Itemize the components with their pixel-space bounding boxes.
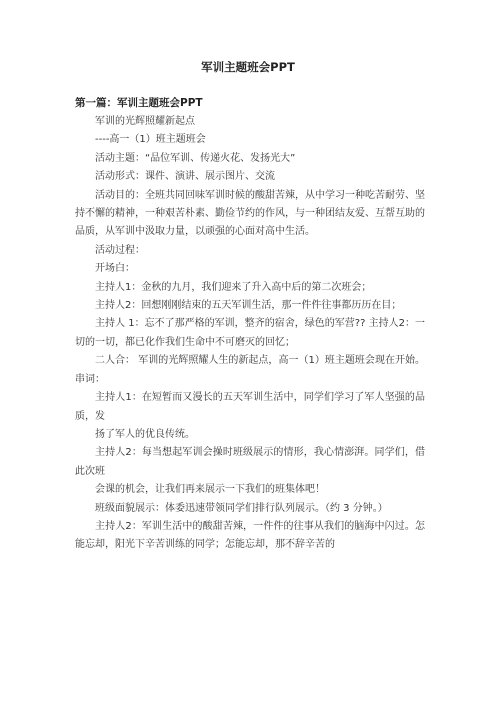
body-paragraph: 主持人 1：忘不了那严格的军训，整齐的宿舍，绿色的军营?? 主持人2：一切的一切，都已化作我们生命中不可磨灭的回忆； bbox=[75, 318, 425, 348]
body-paragraph: 扬了军人的优良传统。 bbox=[95, 428, 195, 440]
body-paragraph: 二人合： 军训的光辉照耀人生的新起点，高一（1）班主题班会现在开始。串词： bbox=[75, 355, 425, 385]
body-paragraph: 开场白： bbox=[95, 263, 135, 275]
body-paragraph: 活动目的：全班共同回味军训时候的酸甜苦辣，从中学习一种吃苦耐劳、坚持不懈的精神，一种艰苦朴素、勤俭节约的作风，与一种团结友爱、互帮互助的品质，从军训中汲取力量，以顽强的心面对高中生活。 bbox=[75, 189, 425, 238]
section-heading: 第一篇：军训主题班会PPT bbox=[75, 97, 203, 109]
body-paragraph: 主持人2：军训生活中的酸甜苦辣，一件件的往事从我们的脑海中闪过。怎能忘却，阳光下辛苦训练的同学；怎能忘却，那不辞辛苦的 bbox=[75, 520, 425, 551]
body-paragraph: 主持人1：在短暂而又漫长的五天军训生活中，同学们学习了军人坚强的品质，发 bbox=[75, 392, 425, 422]
body-paragraph: 主持人1：金秋的九月，我们迎来了升入高中后的第二次班会； bbox=[95, 281, 372, 293]
body-paragraph: 活动主题：“品位军训、传递火花、发扬光大” bbox=[95, 152, 296, 164]
body-paragraph: ----高一（1）班主题班会 bbox=[95, 134, 206, 146]
body-paragraph: 主持人2：每当想起军训会操时班级展示的情形，我心情澎湃。同学们，借此次班 bbox=[75, 447, 425, 477]
body-paragraph: 主持人2：回想刚刚结束的五天军训生活，那一件件往事都历历在目； bbox=[95, 300, 402, 312]
body-paragraph: 会课的机会，让我们再来展示一下我们的班集体吧！ bbox=[95, 484, 325, 496]
body-paragraph: 军训的光辉照耀新起点 bbox=[95, 116, 195, 127]
body-paragraph: 活动过程： bbox=[95, 244, 145, 256]
body-paragraph: 活动形式：课件、演讲、展示图片、交流 bbox=[95, 171, 275, 183]
document-body bbox=[75, 113, 425, 555]
document-title: 军训主题班会PPT bbox=[201, 60, 295, 74]
body-paragraph: 班级面貌展示：体委迅速带领同学们排行队列展示。（约 3 分钟。） bbox=[95, 502, 388, 514]
